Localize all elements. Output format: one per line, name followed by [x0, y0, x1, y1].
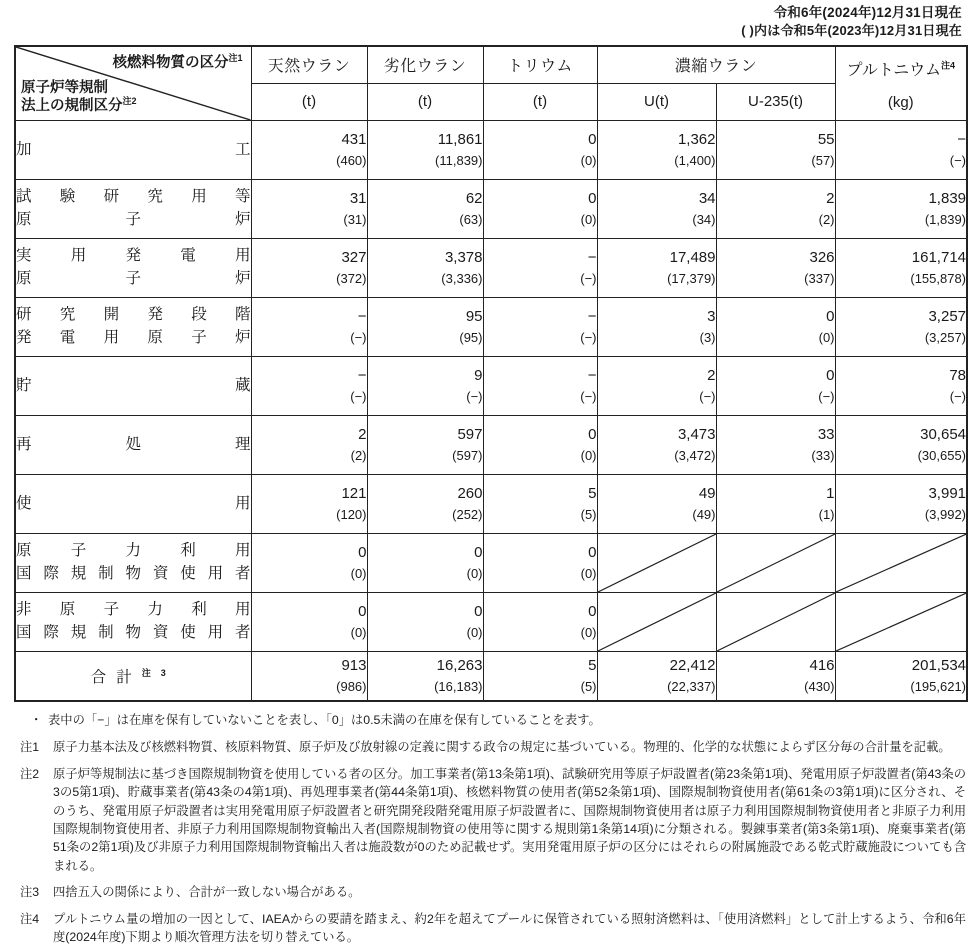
row-label [15, 533, 251, 592]
value-cell [597, 474, 716, 533]
col-unit-natural-uranium: (t) [251, 83, 367, 120]
value-previous: (0) [580, 448, 597, 464]
row-label-line: 研究開発段階 [16, 306, 251, 324]
value-current: 3 [707, 307, 716, 325]
footnote-tag: 注2 [20, 766, 40, 781]
value-current: 597 [457, 425, 483, 443]
value-previous: (−) [949, 389, 967, 405]
footnote-list [20, 738, 966, 946]
value-cell [367, 238, 483, 297]
row-label-line: 試験研究用等 [16, 188, 251, 206]
value-previous: (−) [580, 330, 597, 346]
value-previous: (63) [459, 212, 483, 228]
value-cell [835, 415, 967, 474]
value-cell [835, 238, 967, 297]
value-current: 2 [826, 189, 835, 207]
total-value-cell [716, 651, 835, 701]
value-previous: (3,472) [674, 448, 716, 464]
value-cell [597, 179, 716, 238]
value-current: − [957, 130, 967, 148]
table-row [15, 415, 967, 474]
value-cell [597, 238, 716, 297]
value-previous: (11,839) [435, 153, 483, 169]
value-cell [367, 533, 483, 592]
value-current: 31 [349, 189, 367, 207]
total-row [15, 651, 967, 701]
footnote-bullet [20, 711, 966, 729]
value-cell [483, 592, 597, 651]
value-cell [483, 238, 597, 297]
value-previous: (372) [336, 271, 367, 287]
note-ref-1: 注1 [228, 52, 243, 63]
regulatory-category-label: 原子炉等規制 法上の規制区分$^{注2}$ [21, 79, 137, 115]
value-previous: (31) [343, 212, 367, 228]
value-previous: (3,257) [924, 330, 967, 346]
value-previous: (17,379) [667, 271, 716, 287]
value-current: 201,534 [911, 656, 967, 674]
value-cell [251, 415, 367, 474]
value-current: 416 [809, 656, 835, 674]
value-cell [483, 356, 597, 415]
value-previous: (430) [804, 679, 835, 695]
not-applicable-cell [835, 533, 967, 592]
value-previous: (155,878) [910, 271, 967, 287]
table-header [15, 46, 967, 121]
col-header-thorium: トリウム [483, 46, 597, 84]
value-current: 3,473 [677, 425, 716, 443]
value-current: 2 [707, 366, 716, 384]
value-current: 33 [817, 425, 835, 443]
note-ref-3: 注3 [141, 667, 176, 678]
not-applicable-cell [597, 592, 716, 651]
value-cell [251, 238, 367, 297]
value-previous: (3,992) [924, 507, 967, 523]
col-unit-enriched-u235: U-235(t) [716, 83, 835, 120]
value-cell [251, 120, 367, 179]
value-previous: (0) [350, 566, 367, 582]
row-label [15, 297, 251, 356]
value-cell [716, 179, 835, 238]
value-current: − [587, 248, 597, 266]
row-label-line: 加工 [16, 140, 251, 158]
value-current: 3,378 [444, 248, 483, 266]
value-previous: (95) [459, 330, 483, 346]
total-value-cell [835, 651, 967, 701]
total-label [15, 651, 251, 701]
row-label [15, 592, 251, 651]
row-label-line: 原子炉 [16, 269, 251, 287]
value-cell [716, 297, 835, 356]
value-previous: (0) [580, 625, 597, 641]
value-previous: (5) [580, 679, 597, 695]
value-current: 1,362 [677, 130, 716, 148]
footnote-tag: 注1 [20, 740, 40, 755]
diagonal-strike-icon [717, 534, 835, 592]
value-cell [251, 297, 367, 356]
value-cell [716, 415, 835, 474]
total-value-cell [483, 651, 597, 701]
value-previous: (−) [580, 271, 597, 287]
value-previous: (34) [692, 212, 716, 228]
row-label [15, 120, 251, 179]
col-header-plutonium: プルトニウム$^{注4}$ (kg) [835, 46, 967, 121]
value-current: 1 [826, 484, 835, 502]
value-previous: (2) [818, 212, 835, 228]
diagonal-strike-icon [598, 534, 716, 592]
value-previous: (−) [818, 389, 835, 405]
value-current: 0 [358, 602, 367, 620]
value-previous: (−) [350, 389, 367, 405]
value-previous: (−) [580, 389, 597, 405]
footnote-item [20, 883, 966, 901]
value-cell [251, 533, 367, 592]
value-current: 0 [588, 130, 597, 148]
value-previous: (16,183) [434, 679, 483, 695]
value-previous: (−) [466, 389, 483, 405]
value-current: 0 [588, 189, 597, 207]
total-value-cell [251, 651, 367, 701]
value-current: 34 [698, 189, 716, 207]
value-current: 0 [826, 366, 835, 384]
not-applicable-cell [716, 592, 835, 651]
value-previous: (0) [580, 153, 597, 169]
value-current: 78 [949, 366, 967, 384]
value-previous: (195,621) [910, 679, 967, 695]
value-cell [483, 179, 597, 238]
footnotes [14, 711, 966, 947]
value-previous: (3) [699, 330, 716, 346]
row-label-line: 非原子力利用 [16, 601, 251, 619]
bullet-text: 表中の「−」は在庫を保有していないことを表し、「0」は0.5未満の在庫を保有していることを表す。 [48, 712, 601, 727]
value-current: 2 [358, 425, 367, 443]
value-cell [597, 415, 716, 474]
value-cell [367, 179, 483, 238]
value-current: 0 [474, 602, 483, 620]
value-current: 5 [588, 484, 597, 502]
footnote-text: 四捨五入の関係により、合計が一致しない場合がある。 [53, 885, 361, 900]
value-previous: (−) [949, 153, 967, 169]
value-previous: (22,337) [667, 679, 716, 695]
value-current: 0 [588, 425, 597, 443]
value-previous: (1) [818, 507, 835, 523]
row-label-line: 原子力利用 [16, 542, 251, 560]
date-previous: ( )内は令和5年(2023年)12月31日現在 [741, 23, 962, 39]
value-current: 3,257 [928, 307, 967, 325]
table-row [15, 533, 967, 592]
value-current: 0 [826, 307, 835, 325]
value-cell [251, 179, 367, 238]
value-cell [251, 592, 367, 651]
date-current: 令和6年(2024年)12月31日現在 [773, 5, 962, 20]
nuclear-material-inventory-table [14, 45, 968, 702]
value-current: 0 [358, 543, 367, 561]
table-row [15, 592, 967, 651]
value-current: 260 [457, 484, 483, 502]
value-previous: (−) [350, 330, 367, 346]
value-cell [483, 474, 597, 533]
diagonal-strike-icon [836, 534, 967, 592]
value-cell [483, 533, 597, 592]
footnote-text: 原子炉等規制法に基づき国際規制物資を使用している者の区分。加工事業者(第13条第1項)、試験研究用等原子炉設置者(第23条第1項)、発電用原子炉設置者(第43条の3の5第1項)、貯蔵事業者(第43条の4第1項)、再処理事業者(第44条第1項)、核燃料物質の使用者(第52条第1項)、国際規制物資使用者(第61条の3第1項)に区分され、そのうち、発電用原子炉設置者は実用発電用原子炉設置者と研究開発段階発電用原子炉設置者に、国際規制物資使用者は原子力利用国際規制物資使用者と非原子力利用国際規制物資使用者、非原子力利用国際規制物資輸出入者(国際規制物資の使用等に関する規則第1条第14項)に分類される。製錬事業者(第3条第1項)、廃棄事業者(第51条の2第1項)及び非原子力利用国際規制物資輸出入者は施設数が0のため記載せず。実用発電用原子炉の区分にはそれらの附属施設である乾式貯蔵施設についても含まれる。 [53, 766, 966, 873]
row-label-line: 発電用原子炉 [16, 328, 251, 346]
value-current: 0 [588, 543, 597, 561]
value-current: 0 [588, 602, 597, 620]
table-body [15, 120, 967, 701]
value-previous: (337) [804, 271, 835, 287]
table-row [15, 356, 967, 415]
value-current: 95 [465, 307, 483, 325]
col-unit-enriched-u: U(t) [597, 83, 716, 120]
value-previous: (2) [350, 448, 367, 464]
row-label-line: 貯蔵 [16, 376, 251, 394]
value-cell [367, 297, 483, 356]
footnote-item [20, 910, 966, 947]
value-current: − [357, 366, 367, 384]
value-cell [251, 474, 367, 533]
value-cell [597, 356, 716, 415]
footnote-text: 原子力基本法及び核燃料物質、核原料物質、原子炉及び放射線の定義に関する政令の規定に基づいている。物理的、化学的な状態によらず区分毎の合計量を記載。 [53, 740, 951, 755]
row-label [15, 474, 251, 533]
value-previous: (460) [336, 153, 367, 169]
row-label-line: 国際規制物資使用者 [16, 623, 251, 641]
row-label-line: 原子炉 [16, 210, 251, 228]
value-current: 327 [341, 248, 367, 266]
value-current: 49 [698, 484, 716, 502]
value-current: 326 [809, 248, 835, 266]
value-cell [835, 120, 967, 179]
col-unit-thorium: (t) [483, 83, 597, 120]
value-current: 431 [341, 130, 367, 148]
footnote-tag: 注4 [20, 911, 40, 926]
value-previous: (120) [336, 507, 367, 523]
total-value-cell [597, 651, 716, 701]
value-previous: (0) [350, 625, 367, 641]
value-previous: (1,839) [924, 212, 967, 228]
value-cell [716, 238, 835, 297]
not-applicable-cell [597, 533, 716, 592]
table-row [15, 297, 967, 356]
value-previous: (1,400) [674, 153, 716, 169]
row-label-line: 再処理 [16, 435, 251, 453]
value-cell [716, 356, 835, 415]
bullet-mark: ・ [30, 712, 43, 727]
value-previous: (0) [580, 566, 597, 582]
total-value-cell [367, 651, 483, 701]
value-current: 16,263 [436, 656, 483, 674]
footnote-text: プルトニウム量の増加の一因として、IAEAからの要請を踏まえ、約2年を超えてプールに保管されている照射済燃料は、「使用済燃料」として計上するよう、令和6年度(2024年度)下期より順次管理方法を切り替えている。 [53, 911, 966, 945]
total-label-text: 合計 [90, 668, 142, 686]
value-previous: (5) [580, 507, 597, 523]
value-cell [483, 415, 597, 474]
value-current: 121 [341, 484, 367, 502]
value-previous: (0) [466, 625, 483, 641]
value-cell [835, 179, 967, 238]
note-ref-2: 注2 [122, 96, 137, 107]
date-header [14, 0, 966, 40]
footnote-tag: 注3 [20, 885, 40, 900]
value-current: 62 [465, 189, 483, 207]
value-cell [483, 120, 597, 179]
value-current: 30,654 [920, 425, 967, 443]
not-applicable-cell [835, 592, 967, 651]
value-previous: (−) [699, 389, 716, 405]
row-label [15, 415, 251, 474]
value-current: 17,489 [669, 248, 716, 266]
note-ref-4: 注4 [941, 60, 956, 71]
value-current: 161,714 [911, 248, 967, 266]
col-unit-depleted-uranium: (t) [367, 83, 483, 120]
value-previous: (0) [818, 330, 835, 346]
diagonal-strike-icon [598, 593, 716, 651]
value-current: − [587, 366, 597, 384]
material-category-label: 核燃料物質の区分$^{注1}$ [112, 52, 243, 71]
value-current: 5 [588, 656, 597, 674]
value-previous: (597) [452, 448, 483, 464]
col-header-enriched-uranium: 濃縮ウラン [597, 46, 835, 84]
value-current: − [357, 307, 367, 325]
col-header-natural-uranium: 天然ウラン [251, 46, 367, 84]
diagonal-strike-icon [717, 593, 835, 651]
row-label-line: 実用発電用 [16, 247, 251, 265]
value-current: 913 [341, 656, 367, 674]
value-current: 3,991 [928, 484, 967, 502]
table-row [15, 120, 967, 179]
value-cell [367, 474, 483, 533]
value-cell [716, 474, 835, 533]
value-cell [367, 592, 483, 651]
footnote-item [20, 765, 966, 876]
value-previous: (0) [580, 212, 597, 228]
value-cell [597, 120, 716, 179]
footnote-item [20, 738, 966, 756]
row-label [15, 179, 251, 238]
value-previous: (252) [452, 507, 483, 523]
value-previous: (986) [336, 679, 367, 695]
value-current: 1,839 [928, 189, 967, 207]
table-row [15, 474, 967, 533]
value-previous: (30,655) [917, 448, 967, 464]
table-row [15, 179, 967, 238]
value-cell [483, 297, 597, 356]
value-cell [716, 120, 835, 179]
value-current: 11,861 [437, 130, 483, 148]
value-current: 9 [474, 366, 483, 384]
value-previous: (0) [466, 566, 483, 582]
value-previous: (57) [811, 153, 835, 169]
row-label-line: 国際規制物資使用者 [16, 564, 251, 582]
value-cell [367, 356, 483, 415]
value-cell [835, 474, 967, 533]
not-applicable-cell [716, 533, 835, 592]
value-current: 55 [817, 130, 835, 148]
value-current: 22,412 [669, 656, 716, 674]
value-previous: (3,336) [441, 271, 483, 287]
row-label-line: 使用 [16, 494, 251, 512]
value-cell [835, 297, 967, 356]
value-previous: (49) [692, 507, 716, 523]
row-label [15, 356, 251, 415]
value-cell [835, 356, 967, 415]
header-corner-cell [15, 46, 251, 121]
value-previous: (33) [811, 448, 835, 464]
table-row [15, 238, 967, 297]
value-current: 0 [474, 543, 483, 561]
value-cell [367, 415, 483, 474]
value-cell [367, 120, 483, 179]
value-cell [597, 297, 716, 356]
value-current: − [587, 307, 597, 325]
col-header-depleted-uranium: 劣化ウラン [367, 46, 483, 84]
col-unit-plutonium: (kg) [887, 94, 914, 112]
row-label [15, 238, 251, 297]
diagonal-strike-icon [836, 593, 967, 651]
value-cell [251, 356, 367, 415]
